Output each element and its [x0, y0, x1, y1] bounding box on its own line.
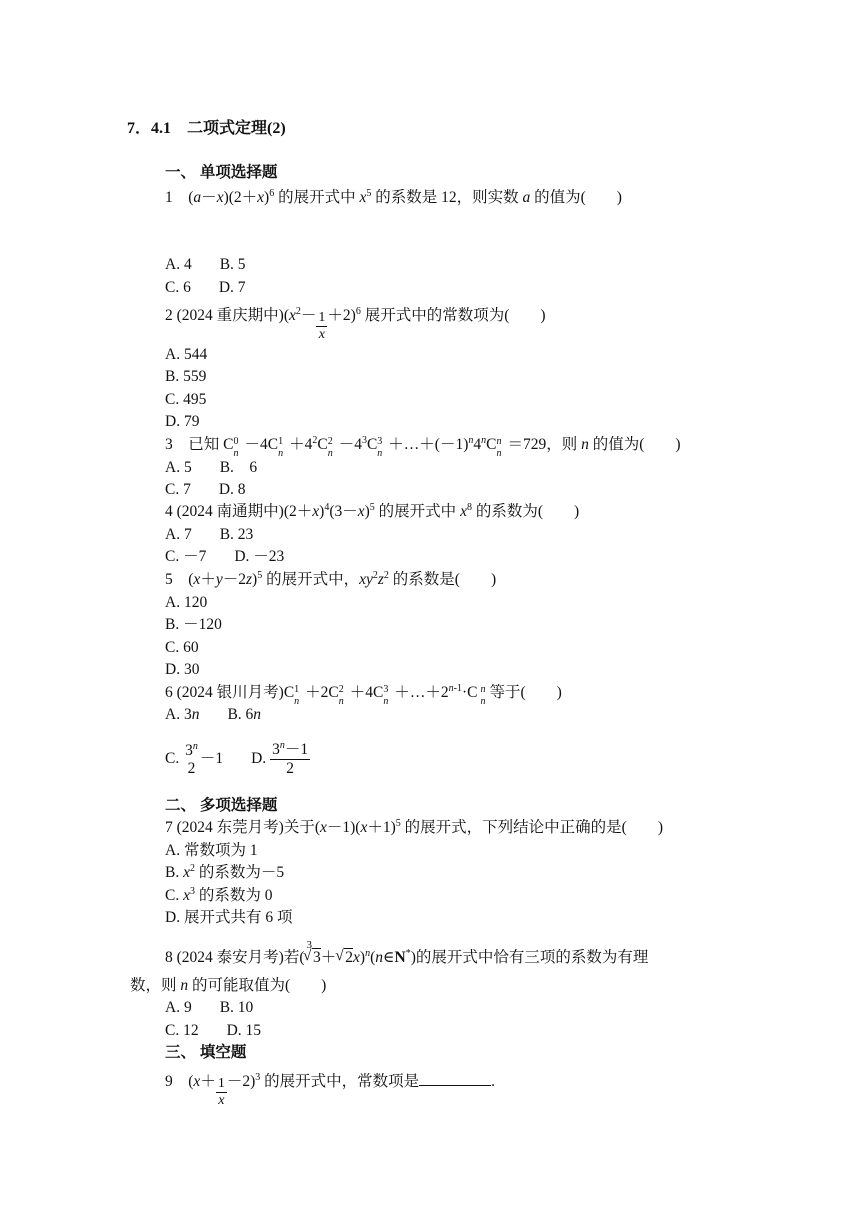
option-b[interactable]: B. 23 [219, 526, 254, 543]
option-b[interactable]: B. 6n [227, 706, 262, 723]
question-4-options-row-2 [165, 547, 284, 567]
option-a[interactable]: A. 7 [165, 526, 192, 543]
option-d[interactable]: D. 8 [218, 481, 246, 498]
question-1-options-row-2 [165, 278, 246, 298]
question-2-option-b[interactable]: B. 559 [165, 368, 207, 385]
question-8-options-row-1 [165, 998, 253, 1018]
option-c[interactable]: C. －7 [165, 548, 207, 565]
question-8-options-row-2 [165, 1021, 261, 1041]
option-a[interactable]: A. 3n [165, 706, 200, 723]
question-6-options-row-2 [165, 741, 310, 778]
question-1-stem: 1 $(a-x)(2+x)^6$ 的展开式中 $x^5$ 的系数是 12，则实数 a 的值为( ) [165, 188, 622, 206]
question-3-options-row-2 [165, 480, 246, 500]
question-2-stem: 2 (2024 重庆期中)($x^2-$ $\frac{1}{x}$ ＋2)$^6$ 展开式中的常数项为( ) [165, 306, 546, 342]
question-9-stem: 9 (x＋ $\frac{1}{x}$ －2)$^3$ 的展开式中，常数项是 . [165, 1072, 496, 1108]
question-2-option-c[interactable]: C. 495 [165, 391, 207, 408]
option-b[interactable]: B. 10 [219, 999, 254, 1016]
question-5-option-c[interactable]: C. 60 [165, 639, 199, 656]
section-heading-single-choice: 一、 单项选择题 [165, 164, 278, 181]
question-8-stem-line-2: 数，则 n 的可能取值为( ) [130, 977, 327, 994]
option-b[interactable]: B. 5 [219, 256, 246, 273]
answer-blank[interactable] [419, 1073, 491, 1086]
question-5-option-d[interactable]: D. 30 [165, 661, 200, 678]
option-c[interactable]: C. 3$^n$ 2 －1 [165, 740, 224, 777]
option-b[interactable]: B. 6 [219, 459, 258, 476]
question-8-stem: 8 (2024 泰安月考)若($^3$√ 3＋√ 2x)$^n$(n∈N*)的展开式中恰有三项的系数为有理 [165, 948, 648, 969]
question-7-option-b[interactable]: B. $x^2$ 的系数为－5 [165, 863, 285, 881]
question-1-options-row-1 [165, 255, 246, 275]
page-title: 7．4.1 二项式定理(2) [127, 120, 286, 137]
question-5-stem: 5 $(x+y-2z)^5$ 的展开式中，$xy^2z^2$ 的系数是( ) [165, 570, 497, 588]
question-6-options-row-1 [165, 705, 261, 725]
question-6-stem: 6 (2024 银川月考)C 1 n ＋2C 2 n ＋4C 3 n $+\dots+2^{n-1}\cdot C$ n n 等于( ) [165, 683, 562, 707]
question-3-stem: 3 已知 C 0 n －4C 1 n $+4^2C$ 2 n $-4^3C$ 3 n $+\dots+(-1)^n4^nC$ n n ＝729，则 n 的值为( ) [165, 435, 681, 459]
question-7-option-d[interactable]: D. 展开式共有 6 项 [165, 909, 293, 926]
question-3-options-row-1 [165, 458, 257, 478]
question-5-option-a[interactable]: A. 120 [165, 594, 208, 611]
option-d[interactable]: D. $\frac{3^n-1}{2}$ [251, 740, 309, 777]
question-5-option-b[interactable]: B. －120 [165, 616, 222, 633]
section-heading-multiple-choice: 二、 多项选择题 [165, 797, 278, 814]
question-2-option-a[interactable]: A. 544 [165, 346, 208, 363]
question-7-option-a[interactable]: A. 常数项为 1 [165, 842, 258, 859]
option-d[interactable]: D. 15 [226, 1022, 262, 1039]
option-d[interactable]: D. －23 [234, 548, 285, 565]
option-a[interactable]: A. 9 [165, 999, 192, 1016]
option-c[interactable]: C. 6 [165, 279, 191, 296]
question-7-option-c[interactable]: C. $x^3$ 的系数为 0 [165, 886, 273, 904]
option-c[interactable]: C. 7 [165, 481, 191, 498]
question-4-options-row-1 [165, 525, 253, 545]
question-4-stem: 4 (2024 南通期中)$(2+x)^4(3-x)^5$ 的展开式中 $x^8$ 的系数为( ) [165, 502, 580, 520]
option-d[interactable]: D. 7 [218, 279, 246, 296]
option-a[interactable]: A. 4 [165, 256, 192, 273]
option-a[interactable]: A. 5 [165, 459, 192, 476]
question-7-stem: 7 (2024 东莞月考)关于$(x-1)(x+1)^5$ 的展开式，下列结论中正确的是( ) [165, 818, 663, 836]
section-heading-fill-in: 三、 填空题 [165, 1044, 247, 1061]
question-2-option-d[interactable]: D. 79 [165, 413, 200, 430]
option-c[interactable]: C. 12 [165, 1022, 199, 1039]
